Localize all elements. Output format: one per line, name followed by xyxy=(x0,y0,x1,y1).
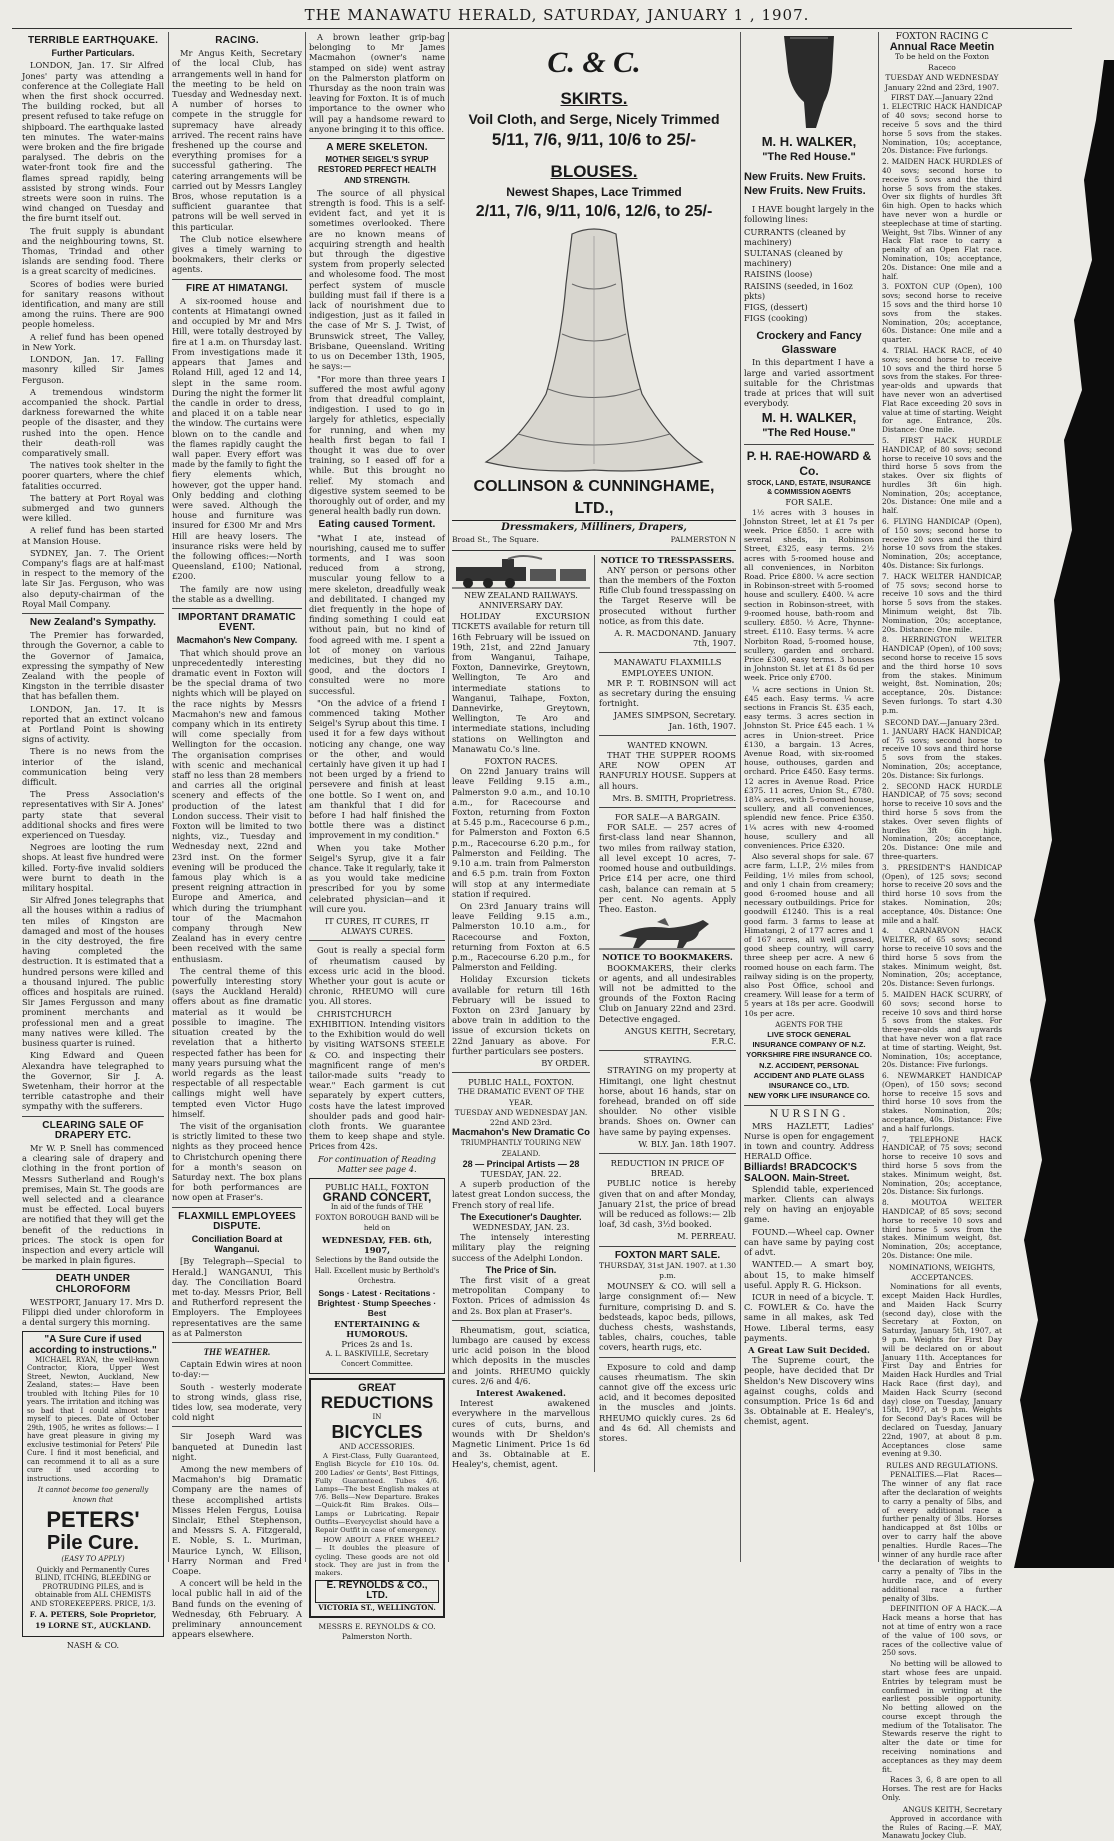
article-paragraph: The Press Association's representatives with Sir A. Jones' party state that several additional shocks and fires were experienced on Tuesday. xyxy=(22,789,164,841)
divider xyxy=(452,550,736,551)
article-paragraph: When you take Mother Seigel's Syrup, give it a fair chance. Take it regularly, take it as you would take medicine prescribed for you by some celebrated physician—and it will cure you. xyxy=(309,842,445,914)
ad-text: In aid of the funds of THE FOXTON BOROUGH BAND will be held on xyxy=(315,1203,439,1232)
headline: IMPORTANT DRAMATIC EVENT. xyxy=(178,611,296,634)
bicycles-ad xyxy=(309,1378,445,1618)
article-paragraph: The battery at Port Royal was submerged and two gunners were killed. xyxy=(22,492,164,524)
ad-text: Quickly and Permanently Cures BLIND, ITCHING, BLEEDING or PROTRUDING PILES, and is obtainable from ALL CHEMISTS AND STOREKEEPERS. PRICE, 1/3. xyxy=(30,1565,156,1608)
divider xyxy=(22,1116,164,1117)
ad-heading: BLOUSES. xyxy=(550,162,638,181)
notice-text: THE DRAMATIC EVENT OF THE YEAR. xyxy=(457,1087,585,1107)
product-item: CURRANTS (cleaned by machinery) xyxy=(744,226,846,247)
ad-prices: 5/11, 7/6, 9/11, 10/6 to 25/- xyxy=(491,130,697,149)
divider xyxy=(599,652,736,653)
divider xyxy=(309,940,445,941)
notice-text: A superb production of the latest great London success, the French story of real life. xyxy=(452,1179,590,1210)
ad-title: REDUCTIONS xyxy=(320,1392,434,1412)
article-paragraph: WESTPORT, January 17. Mrs D. Filippi died under chloroform in a dental surgery this morning. xyxy=(22,1296,164,1328)
race-event: 6. FLYING HANDICAP (Open), of 150 sovs; second horse to receive 20 sovs and the third horse 10 sovs from the stakes. Nomination, 20s; acceptance, 40s. Distance: Six furlongs. xyxy=(882,517,1002,571)
railways-column xyxy=(452,555,595,1472)
headline: FIRE AT HIMATANGI. xyxy=(185,282,289,294)
article-paragraph: South - westerly moderate to strong winds, glass rise, tides low, sea moderate, very cold night xyxy=(172,1381,302,1423)
ad-product: Pile Cure. xyxy=(46,1531,140,1554)
article-paragraph: Among the new members of Macmahon's big Dramatic Company are the names of these accomplished artists Misses Helen Fergus, Louisa Sinclair, Ethel Stephenson, and Messrs S. A. Fitzgerald, E. Noble, S. L. Muriman, Maurice Lynch, W. Ellison, Harry Norman and Fred Coape. xyxy=(172,1464,302,1577)
section-heading: AGENTS FOR THE xyxy=(775,1020,843,1029)
divider xyxy=(172,608,302,609)
notice-heading: Interest Awakened. xyxy=(476,1388,566,1399)
ad-address: VICTORIA ST., WELLINGTON. xyxy=(318,1602,436,1612)
divider xyxy=(309,138,445,139)
race-event: 1. ELECTRIC HACK HANDICAP of 40 sovs; second horse to receive 5 sovs and the third horse 5 sovs from the stakes. Nomination, 10s; acceptance, 20s. Distance: Five furlongs. xyxy=(882,102,1002,156)
lower-section xyxy=(452,555,736,1472)
divider xyxy=(599,1357,736,1358)
racehorse-engraving xyxy=(599,916,735,950)
ad-heading: Crockery and Fancy Glassware xyxy=(756,330,862,357)
article-paragraph: "What I ate, instead of nourishing, caused me to suffer torments, and I was soon reduced from a strong, muscular young fellow to a mere skeleton, dreadfully weak and debilitated. I changed my diet frequently in the hope of finding something I could eat without pain, but no kind of food agreed with me. I spent a lot of money on various medicines, but they did no good, and the doctors I consulted were no more successful. xyxy=(309,532,445,696)
headline: Eating caused Torment. xyxy=(318,519,436,531)
rules-text: Nominations for all events, except Maiden Hack Hurdles, and Maiden Hack Scurry (second day), close with the Secretary at Foxton, on Saturday, January 5th, 1907, at 9 p.m. Weights for First Day will be declared on or about January 11th. Acceptances for First Day and Entries for Maiden Hack Hurdles and Trial Hack Race (first day), and Maiden Hack Scurry (second day) close on Tuesday, January 15th, 1907, at 9 p.m. Weights for Second Day's Races will be declared on Tuesday, January 22nd, 1907, at about 8 p.m. Acceptances close same evening at 9.30. xyxy=(882,1282,1002,1459)
notice-heading: WANTED KNOWN. xyxy=(627,739,708,750)
ad-text: WANTED.— A smart boy, about 15, to make himself useful. Apply R. G. Hickson. xyxy=(744,1259,874,1290)
race-event: 4. CARNARVON HACK WELTER, of 65 sovs; second horse to receive 10 sovs and the third horse 5 sovs from the stakes. Minimum weight, 8st. Nomination, 20s; acceptance, 20s. Distance: Seven furlongs. xyxy=(882,926,1002,989)
notice-heading: NOTICE TO TRESSPASSERS. xyxy=(600,554,735,565)
divider xyxy=(172,1207,302,1208)
race-event: 2. SECOND HACK HURDLE HANDICAP, of 75 sovs; second horse to receive 10 sovs and the third horse 5 sovs from the stakes. Over seven flights of hurdles 3ft 6in high. Nomination, 20s; acceptance, 20s. Distance: One mile and three-quarters. xyxy=(882,781,1002,861)
notice-title: The Price of Sin. xyxy=(485,1264,557,1275)
masthead-rule xyxy=(12,28,1072,29)
article-paragraph: The fruit supply is abundant and the neighbouring towns, St. Thomas, Trindad and other islands are sending food. There is a great scarcity of medicines. xyxy=(22,225,164,277)
article-paragraph: A relief fund has been started at Mansion House. xyxy=(22,525,164,546)
notice-text: On 22nd January trains will leave Feilding 9.15 a.m., Palmerston 9.0 a.m., and 10.10 a.m., for Racecourse and Foxton, returning from Foxton at 5.45 p.m., Racecourse 6 p.m., for Palmerston and Foxton 6.5 p.m., Racecourse 6.20 p.m., for Palmerston and Feilding. The 9.10 a.m. train from Palmerston and 6.5 p.m. train from Foxton will stop at any intermediate station if required. xyxy=(452,766,590,899)
divider xyxy=(452,1072,590,1073)
ad-footer: MESSRS E. REYNOLDS & CO. Palmerston North. xyxy=(318,1621,436,1642)
article-paragraph: Mr W. P. Snell has commenced a clearing sale of drapery and clothing in the front portion of Messrs Sutherland and Rough's premises, Main St. The goods are well selected and a clearance must be effected. Local buyers are notified that they will get the benefit of the reductions in prices. The stock is open for inspection and every article will be marked in plain figures. xyxy=(22,1142,164,1266)
article-paragraph: That which should prove an unprecedentedly interesting dramatic event in Foxton will be the special drama of two nights which will be played on the race nights by Messrs Macmahon's new and famous company which in its entirety will come specially from Wellington for the occasion. The organisation comprises with scenic and mechanical staff no less than 28 members and carries all the original scenery and effects of the production of the latest London success. Their visit to Foxton will be limited to two nights, viz., Tuesday and Wednesday next, 22nd and 23rd inst. On the former evening will be produced the famous play which is a present reigning attraction in Europe and America, and which during the triumphant tour of the Macmahon company through New Zealand has in every centre been received with the same enthusiasm. xyxy=(172,647,302,964)
day-heading: FIRST DAY.—January 22nd xyxy=(890,93,994,103)
notice-heading: PUBLIC HALL, FOXTON. xyxy=(468,1077,574,1088)
continuation-note: For continuation of Reading Matter see page 4. xyxy=(318,1153,436,1174)
column-rule xyxy=(878,32,879,1562)
headline: TERRIBLE EARTHQUAKE. xyxy=(27,35,159,46)
ad-text: I HAVE bought largely in the following lines: xyxy=(744,204,874,225)
article-paragraph: A concert will be held in the local public hall in aid of the Band funds on the evening of Wednesday, 6th February. A preliminary announcement appears elsewhere. xyxy=(172,1578,302,1640)
insurer: LIVE STOCK GENERAL INSURANCE COMPANY OF N.Z. xyxy=(752,1030,866,1050)
article-paragraph: A six-roomed house and contents at Himatangi owned and occupied by Mr and Mrs Hill, were totally destroyed by fire at 1 a.m. on Thursday last. From investigations made it appears that James and Roland Hill, aged 12 and 14, slept in the same room. During the night the former lit the candle in order to dress, and placed it on a table near the window. The curtains were blown on to the candle and the flames rapidly caught the wall paper. Every effort was made by the family to fight the fiery elements which, however, got the upper hand. Only bedding and clothing were saved. Although the house and furniture was insured for £300 Mr and Mrs Hill are heavy losers. The insurance risks were held by the following offices:—North Queensland, £100; National, £200. xyxy=(172,295,302,582)
rules-text: Races 3, 6, 8 are open to all Horses. The rest are for Hacks Only. xyxy=(882,1775,1002,1803)
product-item: RAISINS (seeded, in 16oz pkts) xyxy=(744,280,853,301)
insurer: YORKSHIRE FIRE INSURANCE CO. xyxy=(746,1050,872,1060)
ad-address: F. A. PETERS, Sole Proprietor, 19 LORNE ST., AUCKLAND. xyxy=(29,1610,157,1630)
notice-heading: MANAWATU FLAXMILLS EMPLOYEES UNION. xyxy=(613,657,722,678)
notice-text: MR P. T. ROBINSON will act as secretary during the ensuing fortnight. xyxy=(599,677,736,709)
ad-title: GRAND CONCERT, xyxy=(322,1190,432,1205)
ad-address: Broad St., The Square. xyxy=(452,535,539,545)
divider xyxy=(599,1050,736,1051)
collinson-cunninghame-ad xyxy=(452,44,736,546)
race-event: 4. TRIAL HACK RACE, of 40 sovs; second horse to receive 10 sovs and the third horse 5 sovs from the stakes. For three-year-olds and upwards that have never won an advertised Flat Race exceeding 20 sovs in value at time of starting. Weight for age. Entrance, 20s. Distance: One mile. xyxy=(882,345,1002,435)
ad-text: GREAT xyxy=(358,1381,396,1394)
section-heading: RULES AND REGULATIONS. xyxy=(886,1461,998,1471)
headline: New Zealand's Sympathy. xyxy=(29,616,157,628)
article-paragraph: Negroes are looting the rum shops. At least five hundred were killed. Forty-five invalid soldiers were burnt to death in the military hospital. xyxy=(22,842,164,894)
ad-text: (EASY TO APPLY) xyxy=(61,1554,125,1563)
headline: RACING. xyxy=(215,35,259,46)
article-paragraph: CHRISTCHURCH EXHIBITION. Intending visitors to the Exhibition would do well by visiting WATSONS STEELE & CO. and inspecting their magnificent range of men's tailor-made suits "ready to wear." Each garment is cut separately by expert cutters, costs have the latest improved shoulder pads and good hair-cloth fronts. We guarantee them to keep shape and style. Prices from 42s. xyxy=(309,1008,445,1152)
rules-text: DEFINITION OF A HACK.—A Hack means a horse that has not at time of entry won a race of the value of 100 sovs, or races of the collective value of 250 sovs. xyxy=(882,1604,1002,1658)
notice-text: Interest awakened everywhere in the marvellous cures of cuts, burns, and wounds with Dr Sheldon's Magnetic Liniment. Price 1s 6d and 3s. Obtainable at E. Healey's, chemist, agent. xyxy=(452,1398,590,1470)
divider xyxy=(744,1105,874,1106)
article-paragraph: The Club notice elsewhere gives a timely warning to bookmakers, their clerks or agents. xyxy=(172,233,302,275)
notice-text: The intensely interesting military play the reigning success of the Adelphi London. xyxy=(452,1232,590,1263)
pointing-hand-illustration xyxy=(744,32,874,132)
notice-text: HOLIDAY EXCURSION TICKETS available for return till 16th February will be issued on 19th, 21st, and 22nd January from Wanganui, Taihape, Foxton, Dannevirke, Greytown, Wellington, Te Aro and intermediate stations to Wanganui, Taihape, Foxton, Dannevirke, Greytown, Wellington, Te Aro and intermediate stations, including stations on Wellington and Manawatu Co.'s line. xyxy=(452,611,590,754)
race-event: 8. MOUTOA WELTER HANDICAP, of 85 sovs; second horse to receive 10 sovs and third horse 5 sovs from the stakes. Minimum weight, 8st. Nomination, 20s; acceptance, 20s. Distance: One mile. xyxy=(882,1198,1002,1261)
race-event: 6. NEWMARKET HANDICAP (Open), of 150 sovs; second horse to receive 15 sovs and third horse 10 sovs from the stakes. Nomination, 20s; acceptance, 40s. Distance: Five and a half furlongs. xyxy=(882,1071,1002,1133)
ad-text: IN xyxy=(372,1412,382,1421)
headline: DEATH UNDER CHLOROFORM xyxy=(55,1273,131,1295)
notice-text: BOOKMAKERS, their clerks or agents, and all undesirables will not be admitted to the grounds of the Foxton Racing Club on January 22nd and 23rd. Detective engaged. xyxy=(599,962,736,1024)
listing-text: Also several shops for sale. 67 acre farm, L.I.P., 2½ miles from Feilding, 1½ miles from school, and only 1 chain from creamery; good 6-roomed house and all necessary outbuildings. Price for goodwill £1240. This is a real good farm. 3 farms to lease at Himatangi, 2 of 177 acres and 1 of 167 acres, all well grassed, good sheep country, will carry three sheep per acre. A new 6 roomed house on each farm. The railway siding is on the property, also Post Office, school and creamery. Will lease for a term of 5 years at 18s per acre. Goodwill 10s per acre. xyxy=(744,852,874,1018)
article-paragraph: There is no news from the interior of the island, communication being very difficult. xyxy=(22,746,164,788)
meeting-venue: To be held on the Foxton Raceco xyxy=(894,52,990,72)
notice-text: TRIUMPHANTLY TOURING NEW ZEALAND. xyxy=(460,1139,582,1158)
notice-heading: ANNIVERSARY DAY. xyxy=(478,601,564,611)
shop-name: M. H. WALKER, xyxy=(761,410,857,426)
ad-text: Splendid table, experienced marker. Clients can always rely on having an enjoyable game. xyxy=(744,1183,874,1225)
subheadline: Conciliation Board at Wanganui. xyxy=(191,1233,283,1255)
notice-signature: M. PERREAU. xyxy=(677,1231,736,1242)
notice-heading: STRAYING. xyxy=(643,1055,692,1066)
meeting-title: Annual Race Meetin xyxy=(889,41,995,54)
notice-heading: NOTICE TO BOOKMAKERS. xyxy=(602,952,733,963)
ad-prices: 2/11, 7/6, 9/11, 10/6, 12/6, to 25/- xyxy=(475,203,713,220)
race-event: 2. MAIDEN HACK HURDLES of 40 sovs; second horse to receive 5 sovs and the third horse 5 sovs from the stakes. Over six flights of hurdles 3ft 6in high. Open to hacks which have never won a hurdle or steeplechase at time of starting. Weight, 9st 7lbs. Winner of any Hack Flat race to carry a penalty of an Open Flat race. Nomination, 10s; acceptance, 20s. Distance: One mile and a half. xyxy=(882,157,1002,281)
shop-name: M. H. WALKER, xyxy=(761,134,857,150)
notice-text: Rheumatism, gout, sciatica, lumbago are caused by excess uric acid poison in the blood which deposits in the muscles and joints. RHEUMO quickly cures. 2/6 and 4/6. xyxy=(452,1324,590,1386)
article-paragraph: A relief fund has been opened in New York. xyxy=(22,331,164,352)
notice-text: STRAYING on my property at Himitangi, one light chestnut horse, about 16 hands, star on forehead, branded on off side shoulder. No other visible brands. Shoes on. Owner can have same by paying expenses. xyxy=(599,1065,736,1137)
notice-title: FOXTON MART SALE. xyxy=(614,1249,721,1261)
ad-company: COLLINSON & CUNNINGHAME, LTD., xyxy=(452,476,736,521)
subheadline: Macmahon's New Company. xyxy=(176,635,298,646)
notice-text: TUESDAY, JAN. 22. xyxy=(480,1168,562,1179)
article-paragraph: The source of all physical strength is food. This is a self-evident fact, and yet it is sometimes overlooked. There are no known means of acquiring strength and health but through the digestive system from properly selected and wholesome food. The most perfect system of muscle building must fail if there is a lack of nourishment due to indigestion, just as it failed in the case of Mr S. J. Twist, of Brunswick street, The Valley, Brisbane, Queensland. Writing to us on December 13th, 1905, he says:— xyxy=(309,187,445,372)
ad-title: BICYCLES xyxy=(331,1422,423,1442)
notice-text: PUBLIC notice is hereby given that on and after Monday, January 21st, the price of bread will be reduced as follows:— 2lb loaf, 3d cash, 3½d booked. xyxy=(599,1178,736,1230)
club-name: FOXTON RACING C xyxy=(895,32,989,42)
ad-text: HOW ABOUT A FREE WHEEL? — It doubles the pleasure of cycling. These goods are not old stock. They are just in from the makers. xyxy=(315,1536,439,1578)
divider xyxy=(599,1153,736,1154)
torn-edge xyxy=(954,60,1114,1568)
notice-text: ANY person or persons other than the members of the Foxton Rifle Club found tresspassing on the Target Reserve will be prosecuted without further notice, as from this date. xyxy=(599,564,736,626)
notice-heading: NEW ZEALAND RAILWAYS. xyxy=(464,590,578,600)
notice-text: On 23rd January trains will leave Feilding 9.15 a.m., Palmerston 10.10 a.m., for Racecourse and Foxton, returning from Foxton at 6.5 p.m., Racecourse 6.20 p.m., for Palmerston and Feilding. xyxy=(452,900,590,973)
notice-signature: W. BLY. Jan. 18th 1907. xyxy=(638,1138,736,1149)
agent-name: P. H. RAE-HOWARD & Co. xyxy=(746,449,872,479)
ad-prices: Prices 2s and 1s. xyxy=(341,1338,413,1349)
ad-trade: Dressmakers, Milliners, Drapers, xyxy=(501,522,687,534)
divider xyxy=(172,1426,302,1427)
meeting-dates: TUESDAY AND WEDNESDAY January 22nd and 23rd, 1907. xyxy=(884,72,1000,93)
ad-text: Voil Cloth, and Serge, Nicely Trimmed xyxy=(468,111,720,127)
column-2 xyxy=(172,32,302,1640)
printer-credit: NASH & CO. xyxy=(66,1640,120,1650)
article-paragraph: A tremendous windstorm accompanied the shock. Partial darkness forewarned the white people of the disaster, and they rushed into the open. Hence their death-roll was comparatively small. xyxy=(22,386,164,458)
product-item: FIGS, (dessert) xyxy=(744,302,808,313)
ad-text: A First-Class, Fully Guaranteed, English Bicycle for £10 10s. 0d. 200 Ladies' or Gents', Best Fittings, Fully Guaranteed. Tubes 4/6. Lamps—The best English makes at 7/6. Bells—New Departure. Brakes—Quick-fit Rim Brakes. Oils—Lamps or Lubricating. Repair Outfits—Everycyclist should have a Repair Outfit in case of emergency. xyxy=(315,1452,439,1535)
race-event: 7. HACK WELTER HANDICAP, of 75 sovs; second horse to receive 10 sovs and the third horse 5 sovs from the stakes. Minimum weight, 8st 7lb. Nomination, 20s; acceptance, 20s. Distance: One mile. xyxy=(882,571,1002,634)
divider xyxy=(172,279,302,280)
race-event: 8. HERRINGTON WELTER HANDICAP (Open), of 100 sovs; second horse to receive 15 sovs and the third horse 10 sovs from the stakes. Minimum weight, 8st. Nomination, 20s; acceptance, 20s. Distance: Seven furlongs. To start 4.30 p.m. xyxy=(882,635,1002,715)
article-paragraph: Gout is really a special form of rheumatism caused by excess uric acid in the blood. Whether your gout is acute or chronic, RHEUMO will cure you. All stores. xyxy=(309,945,445,1007)
shop-tagline: "The Red House." xyxy=(762,427,856,440)
ad-heading: SKIRTS. xyxy=(560,89,628,108)
insurer: N.Z. ACCIDENT, PERSONAL ACCIDENT AND PLATE GLASS INSURANCE CO., LTD. xyxy=(753,1060,865,1091)
notice-signature: Mrs. B. SMITH, Proprietress. xyxy=(612,792,736,803)
race-event: 3. FOXTON CUP (Open), 100 sovs; second horse to receive 15 sovs and the third horse 10 sovs from the stakes. Nomination, 20s; acceptance, 60s. Distance: One mile and a quarter. xyxy=(882,282,1002,345)
ad-town: PALMERSTON N xyxy=(670,535,736,545)
ad-text: MRS HAZLETT, Ladies' Nurse is open for engagement in town and country. Address HERALD Office. xyxy=(744,1120,874,1162)
article-paragraph: Captain Edwin wires at noon to-day:— xyxy=(172,1359,302,1380)
product-list xyxy=(744,227,874,324)
article-paragraph: A brown leather grip-bag belonging to Mr James Macmahon (owner's name stamped on side) went astray on the Palmerston platform on Thursday as the noon train was leaving for Foxton. It is of much importance to the owner who will pay a handsome reward to anyone bringing it to this office. xyxy=(309,32,445,134)
product-item: SULTANAS (cleaned by machinery) xyxy=(744,248,843,269)
grand-concert-ad xyxy=(309,1178,445,1374)
article-paragraph: Scores of bodies were buried for sanitary reasons without identification, and many are still among the ruins. There are 900 people homeless. xyxy=(22,278,164,330)
divider xyxy=(599,1246,736,1247)
race-event: 5. MAIDEN HACK SCURRY, of 60 sovs; second horse to receive 10 sovs and third horse 5 sovs from the stakes. For three-year-olds and upwards that have never won a flat race at time of starting. Weight, 9st. Nomination, 10s; acceptance, 20s. Distance: Five furlongs. xyxy=(882,989,1002,1070)
ad-text: ENTERTAINING & HUMOROUS. xyxy=(334,1318,420,1339)
rules-text: PENALTIES.—Flat Races—The winner of any flat race after the declaration of weights to carry a penalty of 5lbs, and of every additional race a further penalty of 3lbs. Horses handicapped at 8st 10lbs or over to carry half the above penalties. Hurdle Races—The winner of any hurdle race after the declaration of weights to carry a penalty of 7lbs in the hurdle race, and of every additional race a further penalty of 3lbs. xyxy=(882,1470,1002,1603)
ad-address-row xyxy=(452,535,736,545)
column-rule xyxy=(305,32,306,1562)
column-rule xyxy=(740,32,741,1562)
article-paragraph: Mr Angus Keith, Secretary of the local Club, has arrangements well in hand for the meeting to be held on Tuesday and Wednesday next. A number of horses to compete in the struggle for supremacy have already arrived. The recent rains have freshened up the course and everything promises for a successful gathering. The catering arrangements will be carried out by Messrs Langley Bros, whose reputation is a sufficient guarantee that patrons will be well served in this particular. xyxy=(172,48,302,232)
ad-brand: PETERS' xyxy=(46,1506,140,1532)
race-event: 7. TELEPHONE HACK HANDICAP, of 75 sovs; second horse to receive 10 sovs and third horse 5 sovs from the stakes. Minimum weight, 8st. Nomination, 20s; acceptance, 20s. Distance: Six furlongs. xyxy=(882,1134,1002,1197)
section-heading: NURSING. xyxy=(769,1109,849,1121)
headline: A MERE SKELETON. xyxy=(326,142,428,154)
agent-trade: STOCK, LAND, ESTATE, INSURANCE & COMMISSION AGENTS xyxy=(747,480,871,497)
subheadline: MOTHER SEIGEL'S SYRUP RESTORED PERFECT HEALTH AND STRENGTH. xyxy=(318,155,436,185)
column-3 xyxy=(309,32,445,1642)
article-paragraph: King Edward and Queen Alexandra have telegraphed to the Governor, Sir J. A. Swetenham, their horror at the terrible catastrophe and their sympathy with the sufferers. xyxy=(22,1050,164,1112)
column-1 xyxy=(22,32,164,1650)
notice-text: FOR SALE. — 257 acres of first-class land near Shannon, two miles from railway station, all level except 10 acres, 7-roomed house and outbuildings. Price £14 per acre, one third cash, balance can remain at 5 per cent. No agents. Apply Theo. Easton. xyxy=(599,822,736,914)
notice-title: 28 — Principal Artists — 28 xyxy=(462,1158,580,1169)
article-paragraph: LONDON, Jan. 17. It is reported that an extinct volcano at Portland Point is showing signs of activity. xyxy=(22,703,164,745)
ad-brand: C. & C. xyxy=(547,46,641,79)
skirt-illustration xyxy=(452,224,736,474)
article-paragraph: The family are now using the stable as a dwelling. xyxy=(172,583,302,604)
article-paragraph: Sir Alfred Jones telegraphs that all the houses within a radius of ten miles of Kingston are damaged and most of the houses in the city destroyed, the fire having completed the destruction. It is estimated that a hundred persons were killed and a thousand injured. The public offices and hospitals are ruined. Sir James Fergusson and many prominent merchants and professional men and a great many natives were killed. The business quarter is ruined. xyxy=(22,895,164,1049)
notice-signature: ANGUS KEITH, Secretary xyxy=(902,1804,1002,1814)
insurer: NEW YORK LIFE INSURANCE CO. xyxy=(748,1091,870,1101)
notice-signature: JAMES SIMPSON, Secretary. Jan. 16th, 1907. xyxy=(613,710,736,731)
article-paragraph: The Premier has forwarded, through the Governor, a cable to the Governor of Jamaica, expressing the sympathy of New Zealand with the people of Kingston in the terrible disaster that has befallen them. xyxy=(22,630,164,702)
fruits-banner: New Fruits. New Fruits. New Fruits. New Fruits. xyxy=(744,171,866,198)
divider xyxy=(599,735,736,736)
notice-signature: BY ORDER. xyxy=(541,1057,590,1068)
article-paragraph: "On the advice of a friend I commenced taking Mother Seigel's Syrup about this time. I used it for a few days without noticing any change, one way or the other, and would certainly have given it up had I not been urged by a friend to persevere and finish at least one bottle. So I went on, and am thankful that I did for before I had half finished the bottle there was a distinct improvement in my condition." xyxy=(309,697,445,841)
race-event: 3. PRESIDENT'S HANDICAP (Open), of 125 sovs; second horse to receive 20 sovs and the third horse 10 sovs from the stakes. Nomination, 20s; acceptance, 40s. Distance: One mile and a half. xyxy=(882,862,1002,925)
product-item: FIGS (cooking) xyxy=(744,313,808,324)
notice-title: Macmahon's New Dramatic Co xyxy=(452,1127,590,1139)
ad-text: FOUND.—Wheel cap. Owner can have same by paying cost of advt. xyxy=(744,1226,874,1258)
section-heading: A Great Law Suit Decided. xyxy=(748,1344,870,1355)
ad-text: Newest Shapes, Lace Trimmed xyxy=(506,185,682,199)
divider xyxy=(744,444,874,445)
divider xyxy=(452,1320,590,1321)
column-6 xyxy=(744,32,874,1562)
article-paragraph: SYDNEY, Jan. 7. The Orient Company's flags are at half-mast in respect to the memory of the late Sir Jas. Ferguson, who was also deputy-chairman of the Royal Mail Company. xyxy=(22,547,164,609)
ad-date: WEDNESDAY, FEB. 6th, 1907, xyxy=(321,1234,433,1256)
ad-secretary: A. L. BASKIVILLE, Secretary Concert Committee. xyxy=(325,1350,429,1369)
divider xyxy=(172,1342,302,1343)
column-rule xyxy=(168,32,169,1562)
race-event: 1. JANUARY HACK HANDICAP, of 75 sovs; second horse to receive 10 sovs and third horse 5 sovs from the stakes. Nomination, 20s; acceptance, 20s. Distance: Six furlongs. xyxy=(882,726,1002,780)
notice-text: THURSDAY, 31st JAN. 1907. at 1.30 p.m. xyxy=(599,1260,737,1280)
divider xyxy=(22,1269,164,1270)
listing-text: 1½ acres with 3 houses in Johnston Street, let at £1 7s per week. Price £850. 1 acre with several sheds, in Robinson Street, £325, easy terms. 2½ acres with 5-roomed house and all conveniences, in Norbiton Road. Price £800. ¼ acre section in Robinson-street with 5-roomed house and scullery. £400. ¼ acre section in Robinson-street, with 9-roomed house, bath-room and scullery. £850. ½ Acre, Thynne-street. £110. Easy terms. ¼ acre Norbiton Road, 5-roomed house, scullery, garden and orchard. Price £300, easy terms. 3 houses in Johnston St. let at £1 8s 6d per week. Price only £700. xyxy=(744,507,874,683)
divider xyxy=(22,613,164,614)
column-rule xyxy=(448,32,449,1562)
listing-text: ¼ acre sections in Union St. £45 each. Easy terms. ¼ acre sections in Francis St. £35 each, easy terms. 3 acres section in Johnston St. Price £45 each. 1 ¼ acres in Union-street. Price £130, a bargain. 13 Acres, Avenue Road, with six-roomed house, outhouses, garden and orchard. Price £450. Easy terms. 12 acres in Avenue Road. Price £375. 11 acres, Union St., £780. 18¾ acres, with 5-roomed house, scullery, and all conveniences, splendid new fence. Price £350. 1¼ acres with new 4-roomed house, scullery and all conveniences. Price £320. xyxy=(744,684,874,850)
article-paragraph: [By Telegraph—Special to Herald.] WANGANUI, This day. The Conciliation Board met to-day. Messrs Prior, Bell and Rutherford represent the Employers. The Employees representatives are the same as at Palmerston xyxy=(172,1256,302,1338)
notice-signature: A. R. MACDONAND. January 7th, 1907. xyxy=(614,628,736,649)
masthead: THE MANAWATU HERALD, SATURDAY, JANUARY 1 , 1907. xyxy=(304,6,810,24)
notice-text: WEDNESDAY, JAN. 23. xyxy=(472,1222,570,1232)
section-heading: FOR SALE. xyxy=(785,497,833,508)
article-paragraph: LONDON, Jan. 17. Sir Alfred Jones' party was attending a conference at the Collegiate Hall when the first shock occurred. The building rocked, but all present refused to take refuge on shipboard. The earthquake lasted ten minutes. The water-mains were broken and the fire brigade paralysed. The debris on the water-front took fire and the flames spread rapidly, being assisted by strong winds. Four streets were soon in ruins. The wind changed on Tuesday and the fire burnt itself out. xyxy=(22,60,164,224)
ad-items: Songs · Latest · Recitations · Brightest · Stump Speeches · Best xyxy=(317,1287,437,1319)
headline: FLAXMILL EMPLOYEES DISPUTE. xyxy=(178,1210,296,1232)
race-event: 5. FIRST HACK HURDLE HANDICAP, of 80 sovs; second horse to receive 10 sovs and the third horse 5 sovs from the stakes. Over six flights of hurdles 3ft 6in high. Nomination, 20s; acceptance, 20s. Distance: One mile and a half. xyxy=(882,435,1002,516)
notice-text: MOUNSEY & CO. will sell a large consignment of:— New furniture, comprising D. and S. bedsteads, kapoc beds, pillows, duchess chests, washstands, tables, chairs, couches, table covers, hearth rugs, etc. xyxy=(599,1281,736,1353)
notice-heading: FOXTON RACES. xyxy=(484,756,558,767)
ad-text: The Supreme court, the people, have decided that Dr Sheldon's New Discovery wins against coughs, colds and consumption. Price 1s 6d and 3s. Obtainable at E. Healey's, chemist, agent. xyxy=(744,1355,874,1427)
day-heading: SECOND DAY.—January 23rd. xyxy=(884,717,1000,727)
notice-signature: ANGUS KEITH, Secretary, F.R.C. xyxy=(624,1025,736,1046)
ad-heading: Billiards! BRADCOCK'S SALOON. Main-Street. xyxy=(744,1162,857,1184)
ad-venue: PUBLIC HALL, FOXTON xyxy=(325,1181,429,1192)
cures-line: IT CURES, IT CURES, IT ALWAYS CURES. xyxy=(324,916,430,937)
column-4 xyxy=(452,32,736,1562)
ad-text: In this department I have a large and varied assortment suitable for the Christmas trade at prices that will suit everybody. xyxy=(744,357,874,409)
notice-title: The Executioner's Daughter. xyxy=(460,1211,582,1222)
divider xyxy=(599,807,736,808)
product-item: RAISINS (loose) xyxy=(744,269,813,280)
peters-pile-cure-ad xyxy=(22,1331,164,1636)
notice-text: TUESDAY AND WEDNESDAY JAN. 22nd AND 23rd. xyxy=(454,1107,588,1127)
ad-text: It cannot become too generally known that xyxy=(37,1486,149,1505)
notice-text: Holiday Excursion tickets available for return till 16th February will be issued to Foxton on 23rd January by above train in addition to the issue of excursion tickets on 22nd January as above. For further particulars see posters. xyxy=(452,974,590,1056)
ad-text: ICUR in need of a bicycle. T. C. FOWLER & Co. have the same in all makes, ask Ted Howe. Liberal terms, easy payments. xyxy=(744,1291,874,1343)
ad-company: E. REYNOLDS & CO., LTD. xyxy=(315,1580,439,1602)
notice-heading: FOR SALE—A BARGAIN. xyxy=(614,812,721,823)
article-paragraph: The central theme of this powerfully interesting story (says the Auckland Herald) offers about as fine dramatic material as it would be possible to imagine. The situation created by the revelation that a hitherto respected father has been for many years pursuing what the world regards as the least respectable of all respectable callings might well have tempted even Victor Hugo himself. xyxy=(172,965,302,1119)
article-paragraph: LONDON, Jan. 17. Falling masonry killed Sir James Ferguson. xyxy=(22,354,164,385)
article-paragraph: The natives took shelter in the poorer quarters, where the chief fatalities occurred. xyxy=(22,460,164,491)
notice-text: Exposure to cold and damp causes rheumatism. The skin cannot give off the excess uric acid, and it becomes deposited in the muscles and joints. RHEUMO quickly cures. 2s 6d and 4s 6d. All chemists and stores. xyxy=(599,1361,736,1444)
headline: CLEARING SALE OF DRAPERY ETC. xyxy=(42,1119,144,1141)
ad-quote: "A Sure Cure if used according to instructions." xyxy=(29,1334,157,1356)
notice-text: The first visit of a great metropolitan Company to Foxton. Prices of admission 4s and 2s. Box plan at Fraser's. xyxy=(452,1275,590,1316)
notices-column xyxy=(595,555,736,1472)
subheadline: Further Particulars. xyxy=(51,48,135,59)
shop-tagline: "The Red House." xyxy=(762,151,856,164)
article-paragraph: "For more than three years I suffered the most awful agony from that dreadful complaint, indigestion. I used to go in largely for athletics, especially for running, and when my health first began to fail I thought it was due to over training, so I eased off for a while. But this brought no relief. My stomach and digestive system seemed to be thoroughly out of order, and my general health badly run down. xyxy=(309,373,445,517)
ad-text: Selections by the Band outside the Hall. Excellent music by Berthold's Orchestra. xyxy=(314,1256,440,1285)
article-paragraph: The visit of the organisation is strictly limited to these two nights as they proceed hence to Christchurch opening there for a month's season on Saturday next. The box plans for both performances are now open at Fraser's. xyxy=(172,1120,302,1203)
notice-heading: REDUCTION IN PRICE OF BREAD. xyxy=(610,1157,725,1179)
notice-text: THAT THE SUPPER ROOMS ARE NOW OPEN AT RANFURLY HOUSE. Suppers at all hours. xyxy=(599,750,736,791)
rules-text: Approved in accordance with the Rules of Racing.—F. MAY, Manawatu Jockey Club. xyxy=(882,1815,1002,1841)
ad-text: MICHAEL RYAN, the well-known Contractor, Kiora, Upper West Street, Newton, Auckland, New Zealand, states:— Have been troubled with Itching Piles for 10 years. The irritation and itching was so bad that I could almost tear myself to pieces. Date of October 29th, 1905, he writes as follows:— I have great pleasure in giving my exclusive testimonial for Peters' Pile Cure. I find it most beneficial, and can recommend it to all as a sure cure if used according to instructions. xyxy=(27,1355,159,1483)
subheadline: THE WEATHER. xyxy=(203,1346,271,1357)
article-paragraph: Sir Joseph Ward was banqueted at Dunedin last night. xyxy=(172,1431,302,1462)
rules-text: No betting will be allowed to start whose fees are unpaid. Entries by telegram must be confirmed in writing at the earliest possible opportunity. No betting allowed on the course except through the medium of the Totalisator. The Stewards reserve the right to alter the date or time for receiving nominations and acceptances as they may deem fit. xyxy=(882,1659,1002,1774)
train-engraving xyxy=(452,555,590,589)
section-heading: NOMINATIONS, WEIGHTS, ACCEPTANCES. xyxy=(888,1262,996,1283)
ad-text: AND ACCESSORIES. xyxy=(339,1443,415,1451)
